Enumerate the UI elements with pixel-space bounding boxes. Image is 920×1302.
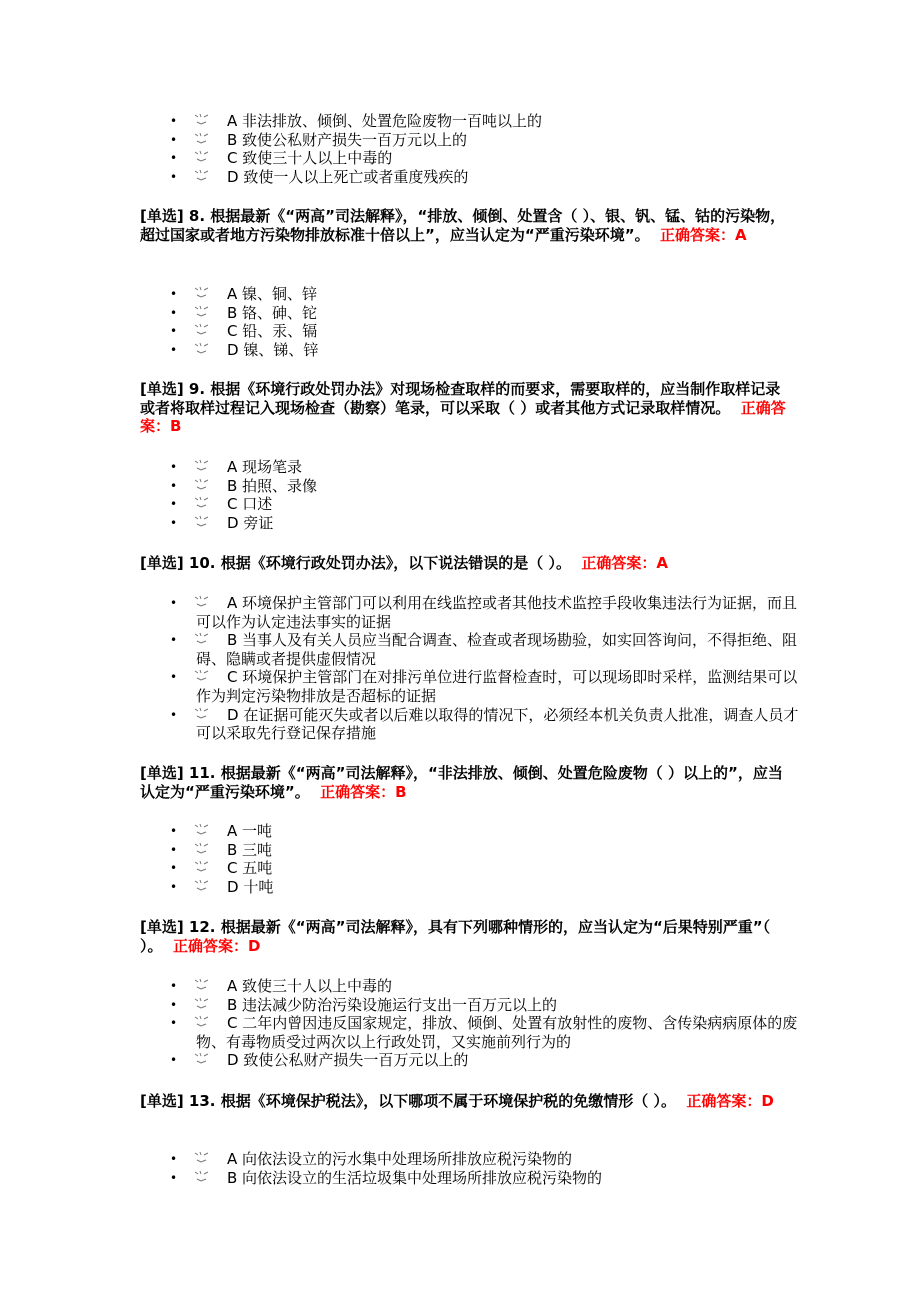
question-text: [单选] 9. 根据《环境行政处罚办法》对现场检查取样的而要求，需要取样的，应当制作取样记录或者将取样过程记入现场检查（勘察）笔录，可以采取（ ）或者其他方式记录取样情况。 [140, 380, 781, 417]
correct-answer: 正确答案：B [140, 398, 786, 436]
correct-answer: 正确答案：A [660, 225, 747, 244]
option-item[interactable] [0, 977, 920, 996]
option-text: A 致使三十人以上中毒的 [227, 977, 393, 995]
bullet-icon: • [170, 670, 178, 685]
option-text: B 向依法设立的生活垃圾集中处理场所排放应税污染物的 [227, 1168, 603, 1187]
bullet-icon: • [170, 515, 178, 530]
radio-option-icon[interactable] [194, 113, 210, 125]
option-item[interactable] [0, 706, 920, 743]
radio-option-icon[interactable] [194, 342, 210, 354]
option-item[interactable] [0, 131, 920, 150]
bullet-icon: • [170, 497, 178, 512]
correct-answer: 正确答案：A [581, 554, 669, 572]
question-text: [单选] 8. 根据最新《“两高”司法解释》，“排放、倾倒、处置含（ ）、银、钒、锰、钴的污染物，超过国家或者地方污染物排放标准十倍以上”，应当认定为“严重污染环境”。 [140, 207, 786, 244]
radio-option-icon[interactable] [194, 323, 210, 335]
options-block-q11 [0, 822, 920, 896]
option-item[interactable] [0, 168, 920, 187]
bullet-icon: • [170, 1053, 178, 1068]
option-item[interactable] [0, 514, 920, 533]
bullet-icon: • [170, 287, 178, 301]
radio-option-icon[interactable] [194, 632, 210, 644]
radio-option-icon[interactable] [194, 823, 210, 835]
question-11 [140, 764, 790, 801]
bullet-icon: • [170, 633, 178, 648]
question-13 [140, 1092, 790, 1111]
option-item[interactable] [0, 1014, 920, 1051]
option-text: C 致使三十人以上中毒的 [227, 149, 393, 168]
option-text: C 口述 [227, 495, 273, 514]
options-block-q9 [0, 458, 920, 532]
options-block-q10 [0, 594, 920, 743]
option-list [0, 112, 920, 186]
bullet-icon: • [170, 997, 178, 1012]
option-text: C 铅、汞、镉 [227, 322, 318, 341]
question-text: [单选] 13. 根据《环境保护税法》，以下哪项不属于环境保护税的免缴情形（ ）。 [140, 1092, 676, 1110]
option-item[interactable] [0, 822, 920, 841]
radio-option-icon[interactable] [194, 860, 210, 872]
bullet-icon: • [170, 305, 178, 320]
options-block-q13 [0, 1150, 920, 1187]
option-text: D 致使一人以上死亡或者重度残疾的 [227, 167, 469, 186]
option-text: C 环境保护主管部门在对排污单位进行监督检查时，可以现场即时采样，监测结果可以作为判定污染物排放是否超标的证据 [196, 668, 798, 705]
option-text: B 致使公私财产损失一百万元以上的 [227, 130, 468, 149]
radio-option-icon[interactable] [194, 1151, 210, 1163]
option-item[interactable] [0, 594, 920, 631]
option-text: D 旁证 [227, 513, 274, 532]
option-item[interactable] [0, 322, 920, 341]
option-item[interactable] [0, 1150, 920, 1169]
bullet-icon: • [170, 132, 178, 147]
option-item[interactable] [0, 668, 920, 705]
option-item[interactable] [0, 878, 920, 897]
question-text: [单选] 11. 根据最新《“两高”司法解释》，“非法排放、倾倒、处置危险废物（ ）以上的”，应当认定为“严重污染环境”。 [140, 764, 783, 801]
bullet-icon: • [170, 114, 178, 128]
radio-option-icon[interactable] [194, 286, 210, 298]
option-item[interactable] [0, 304, 920, 323]
radio-option-icon[interactable] [194, 997, 210, 1009]
option-text: C 二年内曾因违反国家规定，排放、倾倒、处置有放射性的废物、含传染病病原体的废物、有毒物质受过两次以上行政处罚，又实施前列行为的 [196, 1014, 798, 1051]
bullet-icon: • [170, 879, 178, 894]
option-text: B 三吨 [227, 840, 273, 859]
option-item[interactable] [0, 859, 920, 878]
correct-answer: 正确答案：D [686, 1092, 774, 1110]
option-text: A 一吨 [227, 822, 273, 840]
radio-option-icon[interactable] [194, 150, 210, 162]
radio-option-icon[interactable] [194, 132, 210, 144]
option-text: A 镍、铜、锌 [227, 285, 318, 303]
radio-option-icon[interactable] [194, 496, 210, 508]
option-item[interactable] [0, 149, 920, 168]
question-12 [140, 918, 790, 955]
option-text: B 拍照、录像 [227, 476, 318, 495]
option-list [0, 977, 920, 1070]
bullet-icon: • [170, 342, 178, 357]
option-item[interactable] [0, 477, 920, 496]
option-item[interactable] [0, 458, 920, 477]
radio-option-icon[interactable] [194, 842, 210, 854]
option-item[interactable] [0, 996, 920, 1015]
question-text: [单选] 10. 根据《环境行政处罚办法》，以下说法错误的是（ ）。 [140, 554, 571, 572]
option-list [0, 822, 920, 896]
option-text: B 铬、砷、铊 [227, 303, 318, 322]
options-block-q7 [0, 112, 920, 186]
option-text: B 当事人及有关人员应当配合调查、检查或者现场勘验，如实回答询问，不得拒绝、阻碍、隐瞒或者提供虚假情况 [196, 631, 798, 668]
option-list [0, 1150, 920, 1187]
bullet-icon: • [170, 151, 178, 166]
option-item[interactable] [0, 1051, 920, 1070]
correct-answer: 正确答案：D [172, 936, 261, 955]
bullet-icon: • [170, 596, 178, 610]
option-text: B 违法减少防治污染设施运行支出一百万元以上的 [227, 995, 558, 1014]
option-text: D 镍、锑、锌 [227, 340, 319, 359]
option-text: D 在证据可能灭失或者以后难以取得的情况下，必须经本机关负责人批准，调查人员才可以采取先行登记保存措施 [196, 705, 799, 743]
question-8 [140, 207, 790, 244]
radio-option-icon[interactable] [194, 879, 210, 891]
radio-option-icon[interactable] [194, 478, 210, 490]
bullet-icon: • [170, 979, 178, 993]
correct-answer: 正确答案：B [320, 782, 407, 801]
option-item[interactable] [0, 341, 920, 360]
radio-option-icon[interactable] [194, 1015, 210, 1027]
radio-option-icon[interactable] [194, 169, 210, 181]
option-text: C 五吨 [227, 859, 273, 878]
radio-option-icon[interactable] [194, 707, 210, 719]
radio-option-icon[interactable] [194, 595, 210, 607]
radio-option-icon[interactable] [194, 515, 210, 527]
radio-option-icon[interactable] [194, 1170, 210, 1182]
option-item[interactable] [0, 112, 920, 131]
question-text: [单选] 12. 根据最新《“两高”司法解释》，具有下列哪种情形的，应当认定为“后果特别严重”（ ）。 [140, 918, 771, 955]
option-text: D 十吨 [227, 877, 274, 896]
bullet-icon: • [170, 842, 178, 857]
bullet-icon: • [170, 324, 178, 339]
radio-option-icon[interactable] [194, 305, 210, 317]
option-list [0, 285, 920, 359]
bullet-icon: • [170, 169, 178, 184]
option-text: A 现场笔录 [227, 458, 303, 476]
option-list [0, 594, 920, 743]
option-list [0, 458, 920, 532]
bullet-icon: • [170, 1016, 178, 1031]
bullet-icon: • [170, 824, 178, 838]
option-item[interactable] [0, 495, 920, 514]
bullet-icon: • [170, 707, 178, 722]
option-text: A 非法排放、倾倒、处置危险废物一百吨以上的 [227, 112, 543, 130]
options-block-q12 [0, 977, 920, 1070]
radio-option-icon[interactable] [194, 1052, 210, 1064]
bullet-icon: • [170, 460, 178, 474]
option-item[interactable] [0, 841, 920, 860]
option-text: A 环境保护主管部门可以利用在线监控或者其他技术监控手段收集违法行为证据，而且可以作为认定违法事实的证据 [196, 594, 798, 631]
option-text: A 向依法设立的污水集中处理场所排放应税污染物的 [227, 1150, 573, 1168]
radio-option-icon[interactable] [194, 978, 210, 990]
question-9 [140, 380, 790, 436]
bullet-icon: • [170, 1152, 178, 1166]
option-text: D 致使公私财产损失一百万元以上的 [227, 1051, 469, 1070]
option-item[interactable] [0, 1169, 920, 1188]
option-item[interactable] [0, 631, 920, 668]
option-item[interactable] [0, 285, 920, 304]
radio-option-icon[interactable] [194, 669, 210, 681]
bullet-icon: • [170, 1170, 178, 1185]
question-10 [140, 554, 790, 573]
bullet-icon: • [170, 861, 178, 876]
radio-option-icon[interactable] [194, 459, 210, 471]
options-block-q8 [0, 285, 920, 359]
bullet-icon: • [170, 478, 178, 493]
